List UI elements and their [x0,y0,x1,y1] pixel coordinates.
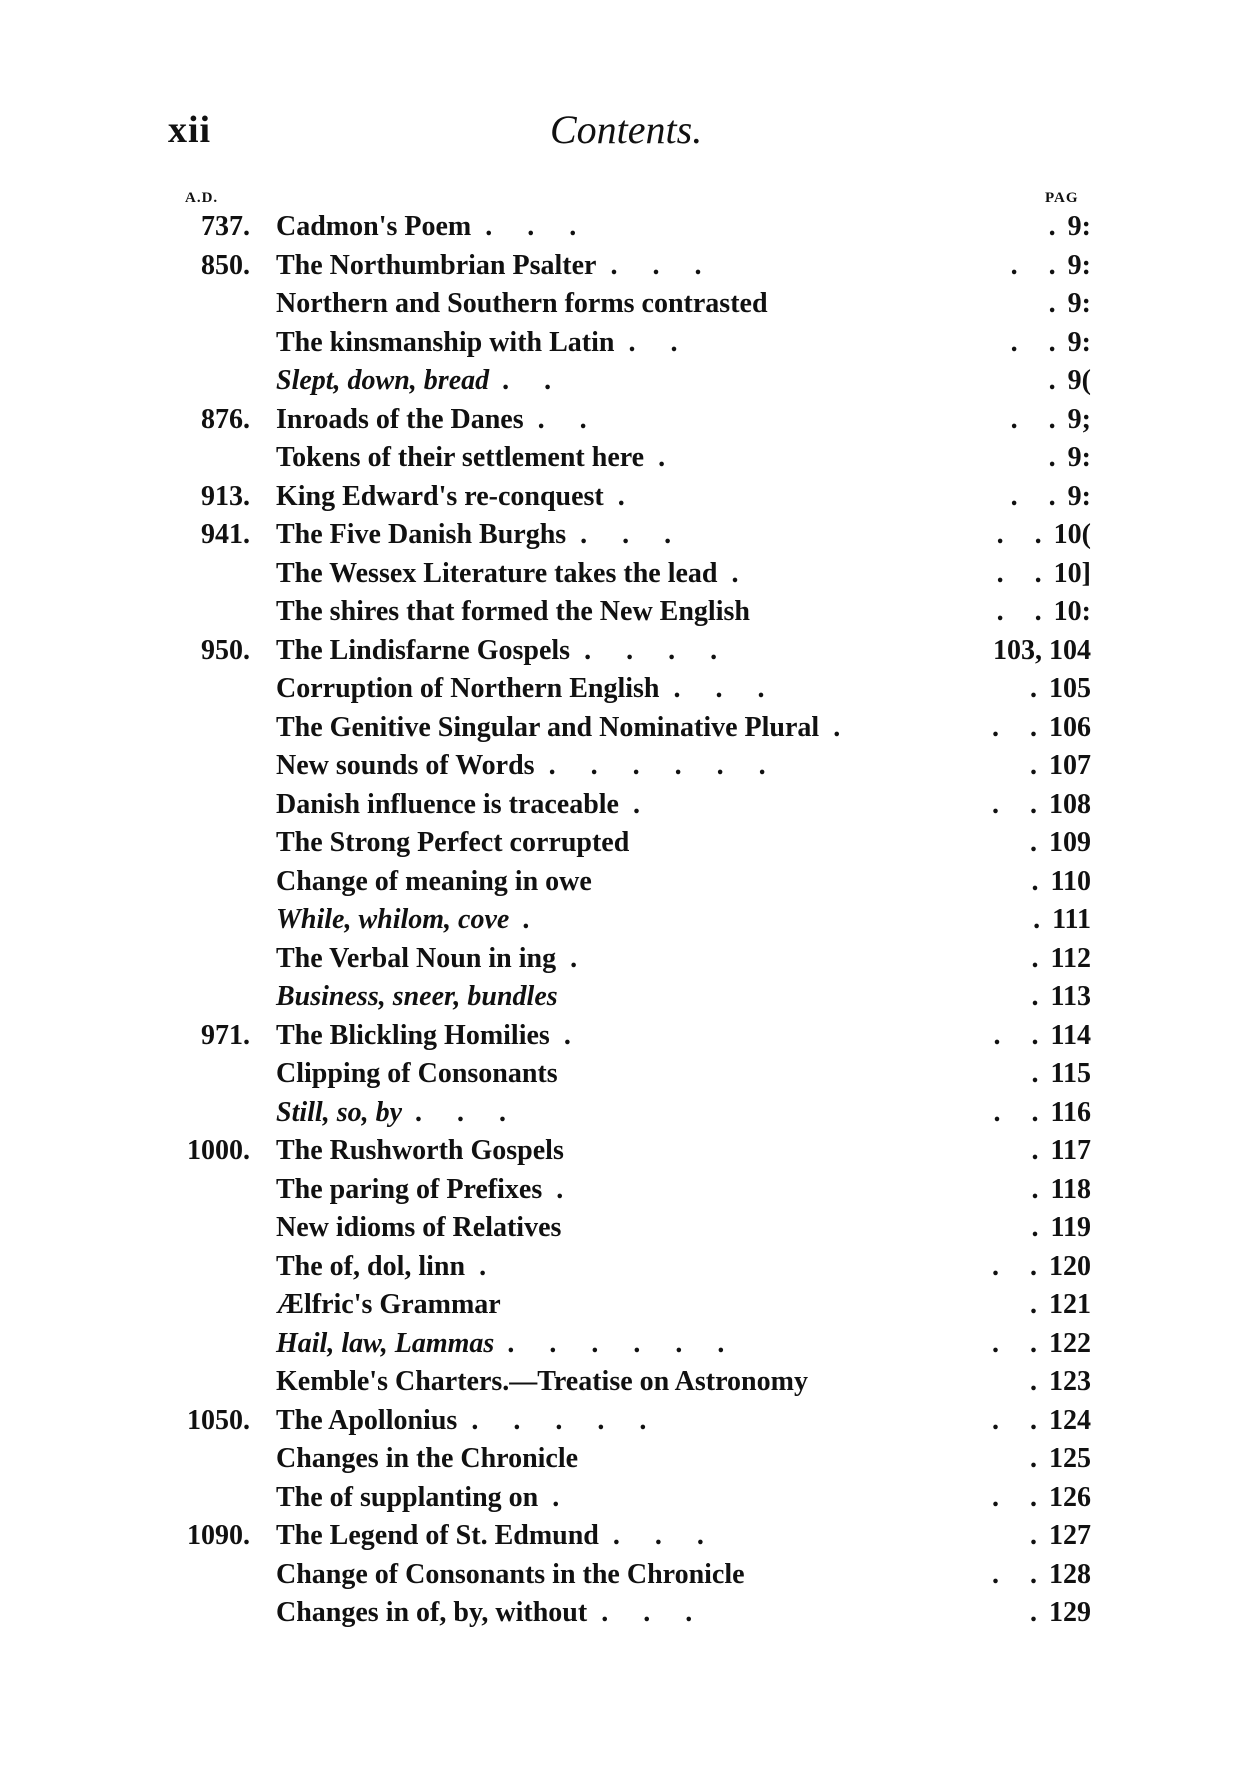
toc-entry [0,1171,1259,1210]
toc-entry-page-number: 106 [1049,711,1091,743]
toc-entry-title [276,1594,706,1633]
toc-entry-page-number: 125 [1049,1443,1091,1474]
toc-entry-page-number: 113 [1050,981,1091,1012]
toc-entry-title-text: The shires that formed the New English [276,596,750,627]
toc-entry-page-number: 9( [1067,365,1091,396]
toc-entry [0,362,1259,401]
toc-entry-title [276,1440,578,1479]
toc-entry-page [1032,940,1091,979]
toc-entry-title [276,901,544,940]
toc-entry-page [1049,439,1091,478]
toc-entry-page [1033,901,1091,940]
toc-entry-page-number: 109 [1049,827,1091,858]
toc-entry-title [276,1017,585,1056]
toc-entry-title-text: Northern and Southern forms contrasted [276,288,768,319]
toc-entry-year: 1050. [187,1404,250,1436]
toc-entry [0,747,1259,786]
toc-entry-leader: . [479,1250,501,1282]
toc-entry-leader: . . . [580,519,686,550]
toc-entry [0,978,1259,1017]
toc-entry-page [992,1325,1091,1364]
toc-entry-title-text: New sounds of Words [276,750,535,781]
toc-entry-page [1049,362,1091,401]
toc-entry-page [1032,1132,1091,1171]
toc-entry-page-leader: . [1031,1058,1051,1089]
toc-entry-title-text: New idioms of Relatives [276,1212,562,1243]
toc-entry-page-leader: . [1030,750,1049,781]
toc-entry-title-text: The kinsmanship with Latin [276,326,615,358]
toc-entry-page-leader: . [1048,442,1068,473]
toc-entry-page [992,1402,1091,1441]
toc-entry-leader: . [563,1019,585,1051]
toc-entry-page-leader: . [1048,288,1068,319]
toc-entry [0,516,1259,555]
toc-entry [0,940,1259,979]
toc-entry-title-text: The Verbal Noun in ing [276,942,557,974]
toc-entry-page-leader: . [1030,1520,1049,1551]
toc-entry-page [1049,285,1091,324]
toc-entry-page [1011,401,1091,440]
toc-entry [0,1286,1259,1325]
toc-entry-year: 941. [201,519,250,550]
toc-entry-page [1032,1209,1091,1248]
toc-entry-page-leader: . [1031,1135,1051,1166]
toc-entry-title [276,1286,501,1325]
toc-entry [0,1402,1259,1441]
toc-entry-page-leader: . . [992,1327,1049,1359]
toc-entry-title-text: The Legend of St. Edmund [276,1520,599,1551]
toc-entry-page-leader: . . [992,1558,1049,1590]
toc-entry-title [276,324,691,363]
toc-entry [0,786,1259,825]
toc-entry-title-text: The paring of Prefixes [276,1173,543,1205]
toc-entry-page-leader: . [1030,827,1049,858]
toc-entry-page-number: 108 [1049,788,1091,820]
toc-entry-page-leader: . . [1010,249,1068,281]
running-title: Contents. [550,107,703,152]
toc-entry-page-leader: . . [996,596,1054,627]
toc-entry-title-text: Hail, law, Lammas [276,1327,495,1359]
toc-entry-page-leader: . [1031,981,1051,1012]
toc-entry [0,1055,1259,1094]
toc-entry-title-text: The Apollonius [276,1404,458,1436]
toc-entry-page-leader: . . [992,1481,1049,1513]
toc-entry-page-leader: . . [993,1019,1051,1051]
toc-entry-leader: . . . . [584,634,732,666]
toc-entry-title [276,978,558,1017]
toc-entry-leader: . . . [610,249,716,281]
toc-entry-page-number: 119 [1050,1212,1091,1243]
toc-entry-page [992,1479,1091,1518]
toc-entry-page-number: 126 [1049,1481,1091,1513]
toc-entry-leader: . . . [485,211,591,242]
toc-entry-page [992,786,1091,825]
toc-entry [0,1325,1259,1364]
toc-entry-page-number: 117 [1050,1135,1091,1166]
toc-entry-page [1030,1440,1091,1479]
toc-entry-page [997,555,1091,594]
toc-entry [0,1132,1259,1171]
toc-entry-title [276,1094,521,1133]
toc-entry-page-leader: . [1031,865,1051,897]
toc-entry-title-text: Clipping of Consonants [276,1058,558,1089]
toc-entry-leader: . [658,442,680,473]
toc-entry-title [276,786,654,825]
toc-entry-title-text: Corruption of Northern English [276,673,660,704]
toc-entry-page-number: 9: [1067,480,1091,512]
toc-entry-title [276,1171,577,1210]
toc-entry-page [1030,1286,1091,1325]
toc-entry-title-text: The Blickling Homilies [276,1019,550,1051]
toc-entry-year: 971. [201,1019,250,1051]
toc-entry-page [997,516,1091,555]
toc-entry [0,709,1259,748]
toc-entry-title [276,1363,808,1402]
toc-entry-page-leader: . [1030,1443,1049,1474]
toc-entry-page-number: 105 [1049,673,1091,704]
toc-entry-title [276,747,780,786]
toc-entry [0,824,1259,863]
toc-entry-page-number: 129 [1049,1597,1091,1628]
toc-entry-page [992,1248,1091,1287]
toc-entry-leader: . . . [416,1096,522,1128]
toc-entry-page [993,632,1091,671]
column-heading-page: PAG [1045,190,1079,206]
toc-entry-title [276,247,715,286]
toc-entry [0,1594,1259,1633]
toc-entry-title-text: Changes in the Chronicle [276,1443,579,1474]
toc-entry-title [276,709,854,748]
toc-entry-page-leader: . . [993,1096,1051,1128]
toc-entry [0,208,1259,247]
toc-entry-title [276,516,685,555]
toc-entry-leader: . . [537,403,601,435]
toc-entry-title-text: While, whilom, cove [276,904,510,935]
toc-entry-page-leader: . [1030,1289,1049,1320]
toc-entry-title-text: King Edward's re-conquest [276,480,604,512]
column-heading-year: A.D. [185,190,219,206]
toc-entry-title [276,1248,500,1287]
toc-entry-leader: . [617,480,639,512]
toc-entry-page-leader: . [1048,211,1068,242]
toc-entry-page-number: 128 [1049,1558,1091,1590]
toc-entry [0,324,1259,363]
toc-entry-page [1032,978,1091,1017]
toc-entry-page [994,1017,1091,1056]
toc-entry-year: 1000. [187,1135,250,1166]
toc-entry-title-text: Inroads of the Danes [276,403,524,435]
toc-entry-title-text: Cadmon's Poem [276,211,472,242]
toc-entry-page-number: 9: [1067,249,1091,281]
toc-entry-title [276,824,629,863]
toc-entry-leader: . [523,904,545,935]
toc-entry-page-leader: . [1031,1173,1051,1205]
toc-entry-title [276,1132,564,1171]
toc-entry-page [1032,1055,1091,1094]
toc-entry-title-text: The of, dol, linn [276,1250,466,1282]
toc-entry-page-number: 9: [1067,211,1091,242]
toc-entry [0,439,1259,478]
toc-entry [0,1440,1259,1479]
toc-entry-year: 876. [201,403,250,435]
toc-entry [0,285,1259,324]
toc-entry-title [276,1402,660,1441]
toc-entry [0,863,1259,902]
toc-entry-title-text: Kemble's Charters.—Treatise on Astronomy [276,1366,808,1397]
toc-entry-title [276,555,752,594]
toc-entry [0,1363,1259,1402]
toc-entry-leader: . [633,788,654,820]
toc-entry-page-leader: . . [992,711,1049,743]
toc-entry-leader: . . . [673,673,779,704]
toc-entry-page-leader: . [1048,365,1068,396]
page-folio: xii [168,109,212,151]
toc-entry-page [992,1556,1091,1595]
toc-entry-page-leader: . . [1010,403,1068,435]
toc-entry-page-number: 9: [1067,442,1091,473]
toc-entry-title [276,208,590,247]
toc-entry [0,1248,1259,1287]
toc-entry-leader: . . [503,365,567,396]
toc-entry [0,593,1259,632]
toc-entry-page-number: 124 [1049,1404,1091,1436]
toc-entry-title [276,285,768,324]
toc-entry-title [276,1055,558,1094]
toc-entry-page [1049,208,1091,247]
toc-entry [0,632,1259,671]
toc-entry-leader: . . . . . . [548,750,780,781]
toc-entry-title-text: Tokens of their settlement here [276,442,645,473]
toc-entry-page [1030,824,1091,863]
toc-entry-page [992,709,1091,748]
toc-entry-page-leader: . . [992,1250,1049,1282]
toc-entry-title [276,1325,739,1364]
toc-entry [0,1556,1259,1595]
toc-entry-leader: . [570,942,592,974]
toc-entry-page-number: 111 [1052,904,1091,935]
toc-entry-page [1030,747,1091,786]
toc-entry-title-text: Ælfric's Grammar [276,1289,501,1320]
toc-entry-year: 913. [201,480,250,512]
toc-entry-title [276,478,639,517]
toc-entry-title [276,940,591,979]
toc-entry-page-number: 103, 104 [993,634,1091,666]
toc-entry-page-leader: . . [996,557,1054,589]
table-of-contents [0,208,1259,1633]
toc-entry [0,555,1259,594]
toc-entry [0,1209,1259,1248]
toc-entry-title-text: Changes in of, by, without [276,1597,588,1628]
toc-entry-page [1011,324,1091,363]
toc-entry-title-text: The Five Danish Burghs [276,519,567,550]
toc-entry-title [276,1517,718,1556]
toc-entry-title-text: The Genitive Singular and Nominative Plural [276,711,820,743]
toc-entry-title [276,593,750,632]
toc-entry-leader: . . . . . [471,1404,661,1436]
toc-entry-page-leader: . [1031,1212,1051,1243]
toc-entry-leader: . . . . . . [508,1327,740,1359]
toc-entry-page-leader: . . [996,519,1054,550]
toc-entry-page-number: 112 [1050,942,1091,974]
toc-entry-page-leader: . . [1010,326,1068,358]
toc-entry-page-number: 115 [1050,1058,1091,1089]
toc-entry-title-text: The Wessex Literature takes the lead [276,557,718,589]
toc-entry-leader: . . [628,326,692,358]
toc-entry-year: 1090. [187,1520,250,1551]
toc-entry-page-leader: . [1033,904,1053,935]
toc-entry-title-text: Business, sneer, bundles [276,981,558,1012]
toc-entry-title-text: Change of meaning in owe [276,865,592,897]
toc-entry [0,401,1259,440]
toc-entry-leader: . [731,557,753,589]
toc-entry-page [994,1094,1091,1133]
toc-entry-page [1032,863,1091,902]
toc-entry-title [276,1479,573,1518]
toc-entry [0,1479,1259,1518]
toc-entry-title [276,439,679,478]
toc-entry-page [1011,247,1091,286]
toc-entry [0,670,1259,709]
toc-entry-title-text: Change of Consonants in the Chronicle [276,1558,745,1590]
toc-entry-page [1032,1171,1091,1210]
toc-entry-page-number: 10: [1053,596,1091,627]
toc-entry-page [1011,478,1091,517]
toc-entry-leader: . . . [601,1597,707,1628]
toc-entry-title [276,863,592,902]
toc-entry-leader: . [833,711,855,743]
toc-entry-title-text: The of supplanting on [276,1481,539,1513]
toc-entry [0,1517,1259,1556]
toc-entry-page-number: 107 [1049,750,1091,781]
toc-entry-page [1030,1594,1091,1633]
toc-entry-title-text: The Strong Perfect corrupted [276,827,630,858]
toc-entry [0,1094,1259,1133]
toc-entry-page-number: 127 [1049,1520,1091,1551]
toc-entry-leader: . [556,1173,578,1205]
toc-entry-year: 737. [201,211,250,242]
toc-entry-title-text: The Rushworth Gospels [276,1135,564,1166]
toc-entry-title [276,632,731,671]
toc-entry-page-leader: . . [1010,480,1068,512]
toc-entry-page-number: 122 [1049,1327,1091,1359]
toc-entry-page-leader: . [1030,1366,1049,1397]
toc-entry-year: 850. [201,249,250,281]
toc-entry-title [276,362,566,401]
toc-entry-page-number: 9; [1067,403,1091,435]
toc-entry-page-number: 9: [1067,326,1091,358]
toc-entry-leader: . [552,1481,574,1513]
toc-entry-title [276,401,601,440]
toc-entry-page-number: 10] [1053,557,1091,589]
toc-entry-page-leader: . . [992,788,1049,820]
toc-entry-title [276,670,778,709]
toc-entry-page-number: 10( [1053,519,1091,550]
toc-entry-page-number: 110 [1050,865,1091,897]
toc-entry [0,901,1259,940]
toc-entry-page-number: 118 [1050,1173,1091,1205]
toc-entry-page-number: 121 [1049,1289,1091,1320]
toc-entry [0,247,1259,286]
toc-entry-page-number: 9: [1067,288,1091,319]
toc-entry-page-number: 116 [1050,1096,1091,1128]
toc-entry-title-text: Danish influence is traceable [276,788,619,820]
toc-entry-page-leader: . [1030,1597,1049,1628]
toc-entry-year: 950. [201,634,250,666]
toc-entry-title [276,1209,561,1248]
toc-entry-page [1030,1517,1091,1556]
toc-entry [0,478,1259,517]
toc-entry-page [1030,1363,1091,1402]
toc-entry-page-number: 123 [1049,1366,1091,1397]
toc-entry-title-text: The Northumbrian Psalter [276,249,597,281]
toc-entry-title-text: Slept, down, bread [276,365,490,396]
toc-entry-page [997,593,1091,632]
toc-entry-page [1030,670,1091,709]
toc-entry-page-number: 114 [1050,1019,1091,1051]
toc-entry-page-number: 120 [1049,1250,1091,1282]
toc-entry-page-leader: . . [992,1404,1049,1436]
toc-entry-page-leader: . [1031,942,1051,974]
toc-entry-page-leader: . [1030,673,1049,704]
toc-entry-title-text: The Lindisfarne Gospels [276,634,571,666]
toc-entry-title [276,1556,745,1595]
toc-entry-leader: . . . [612,1520,718,1551]
toc-entry-title-text: Still, so, by [276,1096,403,1128]
toc-entry [0,1017,1259,1056]
